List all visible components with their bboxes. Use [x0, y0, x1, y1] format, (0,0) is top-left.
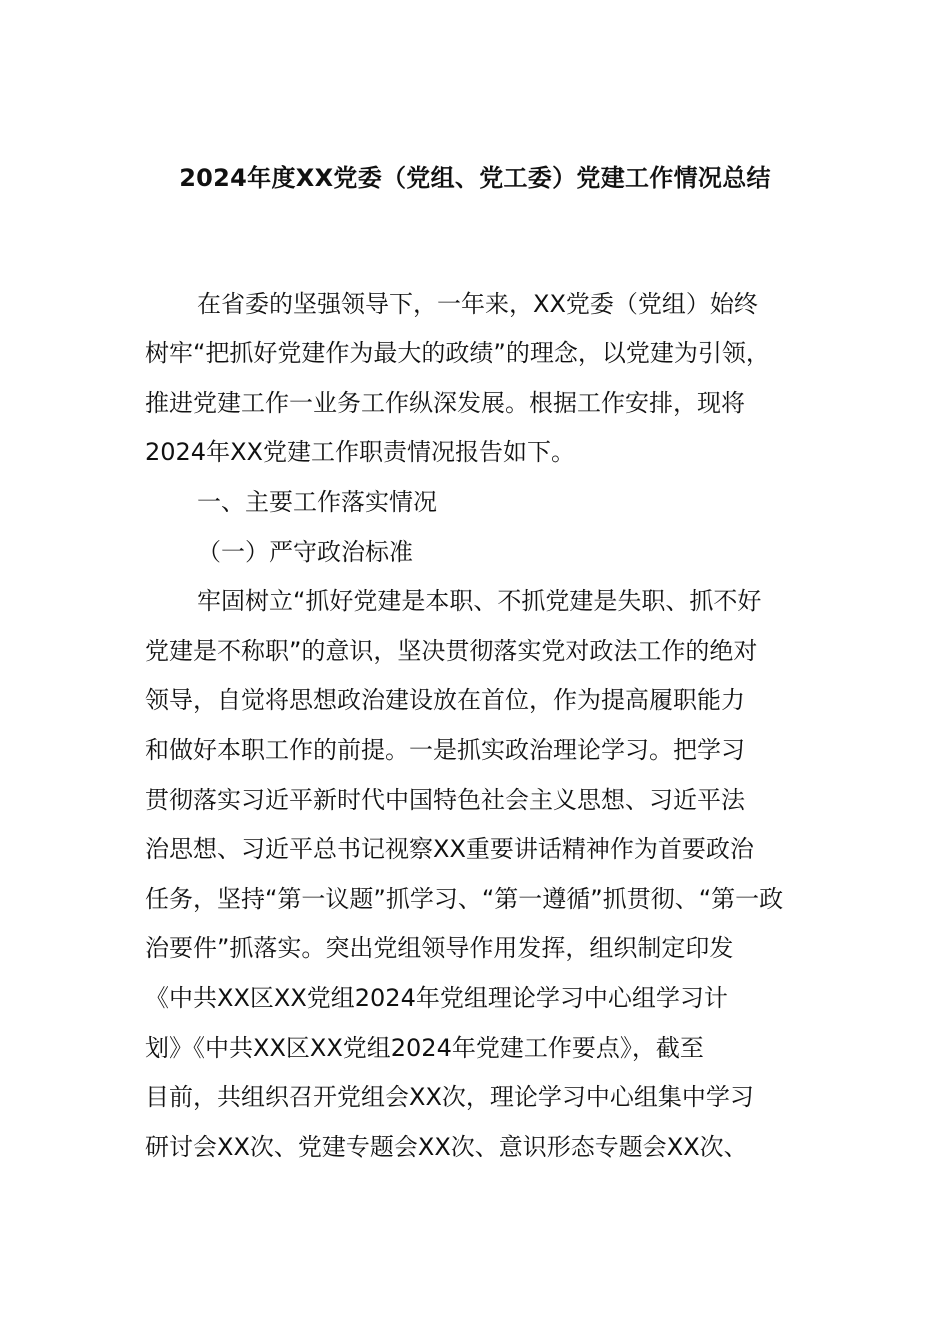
paragraph-line: 和做好本职工作的前提。一是抓实政治理论学习。把学习	[145, 736, 745, 764]
subsection-heading: （一）严守政治标准	[197, 538, 413, 566]
paragraph-line: 推进党建工作一业务工作纵深发展。根据工作安排，现将	[145, 389, 745, 417]
paragraph-line: 治思想、习近平总书记视察XX重要讲话精神作为首要政治	[145, 835, 754, 863]
paragraph-line: 治要件”抓落实。突出党组领导作用发挥，组织制定印发	[145, 934, 734, 962]
section-heading: 一、主要工作落实情况	[197, 488, 437, 516]
paragraph-line: 研讨会XX次、党建专题会XX次、意识形态专题会XX次、	[145, 1133, 748, 1161]
paragraph-line: 目前，共组织召开党组会XX次，理论学习中心组集中学习	[145, 1083, 754, 1111]
paragraph-line: 牢固树立“抓好党建是本职、不抓党建是失职、抓不好	[197, 587, 762, 615]
paragraph-line: 任务，坚持“第一议题”抓学习、“第一遵循”抓贯彻、“第一政	[145, 885, 784, 913]
document-title: 2024年度XX党委（党组、党工委）党建工作情况总结	[179, 164, 771, 192]
paragraph-line: 党建是不称职”的意识，坚决贯彻落实党对政法工作的绝对	[145, 637, 758, 665]
paragraph-line: 树牢“把抓好党建作为最大的政绩”的理念，以党建为引领，	[145, 339, 770, 367]
paragraph-line: 《中共XX区XX党组2024年党组理论学习中心组学习计	[145, 984, 728, 1012]
paragraph-line: 贯彻落实习近平新时代中国特色社会主义思想、习近平法	[145, 786, 745, 814]
paragraph-line: 2024年XX党建工作职责情况报告如下。	[145, 438, 575, 466]
paragraph-line: 领导，自觉将思想政治建设放在首位，作为提高履职能力	[145, 686, 745, 714]
paragraph-line: 在省委的坚强领导下，一年来，XX党委（党组）始终	[197, 290, 758, 318]
paragraph-line: 划》《中共XX区XX党组2024年党建工作要点》，截至	[145, 1034, 704, 1062]
